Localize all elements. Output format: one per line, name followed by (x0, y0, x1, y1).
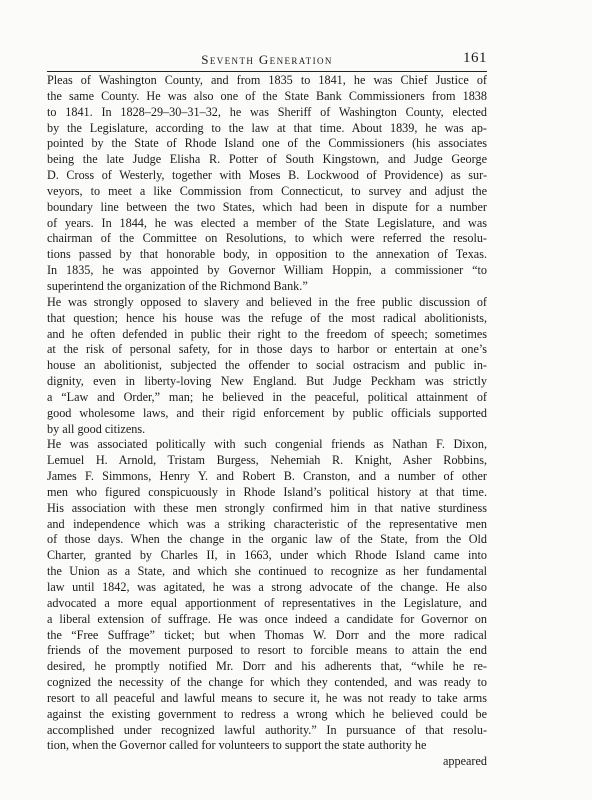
text-line: He was associated politically with such congenial friends as Nathan F. Dixon, (47, 437, 487, 452)
text-line: veyors, to meet a like Commission from Connecticut, to survey and adjust the (47, 183, 487, 198)
text-line: the Union as a State, and which she continued to recognize as her fundamental (47, 564, 487, 579)
text-line: Lemuel H. Arnold, Tristam Burgess, Nehemiah R. Knight, Asher Robbins, (47, 453, 487, 468)
text-line: by all good citizens. (47, 421, 146, 436)
header-rule (47, 71, 487, 72)
text-line: Pleas of Washington County, and from 1835 to 1841, he was Chief Justice of (47, 73, 487, 87)
text-line: of years. In 1844, he was elected a member of the State Legislature, and was (47, 215, 487, 230)
text-line: being the late Judge Elisha R. Potter of South Kingstown, and Judge George (47, 152, 487, 167)
text-line: advocated a more equal apportionment of representatives in the Legislature, and (47, 595, 487, 610)
catchword: appeared (443, 754, 487, 769)
text-line: resort to all peaceful and lawful means to secure it, he was not ready to take arms (47, 690, 487, 705)
paragraph (47, 437, 487, 754)
text-line: the same County. He was also one of the State Bank Commissioners from 1838 (47, 88, 487, 103)
text-line: a liberal extension of suffrage. He was once indeed a candidate for Governor on (47, 611, 487, 626)
running-title: Seventh Generation (201, 52, 333, 67)
body-text (47, 73, 487, 770)
text-line: and he often defended in public their right to the freedom of speech; sometimes (47, 326, 487, 341)
text-line: against the existing government to redress a wrong which he believed could be (47, 706, 487, 721)
text-line: pointed by the State of Rhode Island one of the Commissioners (his associates (47, 136, 487, 151)
text-line: the “Free Suffrage” ticket; but when Thomas W. Dorr and the more radical (47, 627, 487, 642)
text-line: friends of the movement purposed to resort to forcible means to attain the end (47, 643, 487, 658)
text-line: a “Law and Order,” man; he believed in the peaceful, political attainment of (47, 389, 487, 404)
text-line: desired, he promptly notified Mr. Dorr and his adherents that, “while he re- (47, 659, 487, 674)
text-line: men who figured conspicuously in Rhode Island’s political history at that time. (47, 484, 487, 499)
text-line: He was strongly opposed to slavery and believed in the free public discussion of (47, 294, 487, 309)
text-line: good wholesome laws, and their rigid enforcement by public officials supported (47, 405, 487, 420)
text-line: chairman of the Committee on Resolutions, to which were referred the resolu- (47, 231, 487, 246)
paragraph (47, 295, 487, 438)
text-line: to 1841. In 1828–29–30–31–32, he was Sheriff of Washington County, elected (47, 104, 487, 119)
running-head (47, 52, 487, 68)
paragraph (47, 73, 487, 295)
text-line: superintend the organization of the Richmond Bank.” (47, 278, 308, 293)
text-line: at the risk of personal safety, for in those days to harbor or entertain at one’s (47, 342, 487, 357)
text-line: tion, when the Governor called for volunteers to support the state authority he (47, 738, 427, 753)
text-line: D. Cross of Westerly, together with Moses B. Lockwood of Providence) as sur- (47, 168, 487, 183)
text-line: boundary line between the two States, which had been in dispute for a number (47, 199, 487, 214)
text-line: James F. Simmons, Henry Y. and Robert B. Cranston, and a number of other (47, 469, 487, 484)
text-line: dignity, even in liberty-loving New England. But Judge Peckham was strictly (47, 374, 487, 389)
text-line: His association with these men strongly confirmed him in that native sturdiness (47, 500, 487, 515)
text-line: tions passed by that honorable body, in opposition to the annexation of Texas. (47, 247, 487, 262)
text-line: law until 1842, was agitated, he was a strong advocate of the change. He also (47, 580, 487, 594)
page-number: 161 (463, 50, 487, 66)
text-line: of those days. When the change in the organic law of the State, from the Old (47, 532, 487, 547)
text-line: house an abolitionist, subjected the offender to social ostracism and public in- (47, 358, 487, 373)
text-line: by the Legislature, according to the law at that time. About 1839, he was ap- (47, 120, 487, 135)
text-line: Charter, granted by Charles II, in 1663, under which Rhode Island came into (47, 548, 487, 563)
text-line: cognized the necessity of the change for which they contended, and was ready to (47, 675, 487, 690)
text-line: In 1835, he was appointed by Governor William Hoppin, a commissioner “to (47, 263, 487, 278)
text-line: and independence which was a striking characteristic of the representative men (47, 516, 487, 531)
text-line: that question; hence his house was the refuge of the most radical abolitionists, (47, 310, 487, 325)
text-line: accomplished under recognized lawful authority.” In pursuance of that resolu- (47, 722, 487, 737)
